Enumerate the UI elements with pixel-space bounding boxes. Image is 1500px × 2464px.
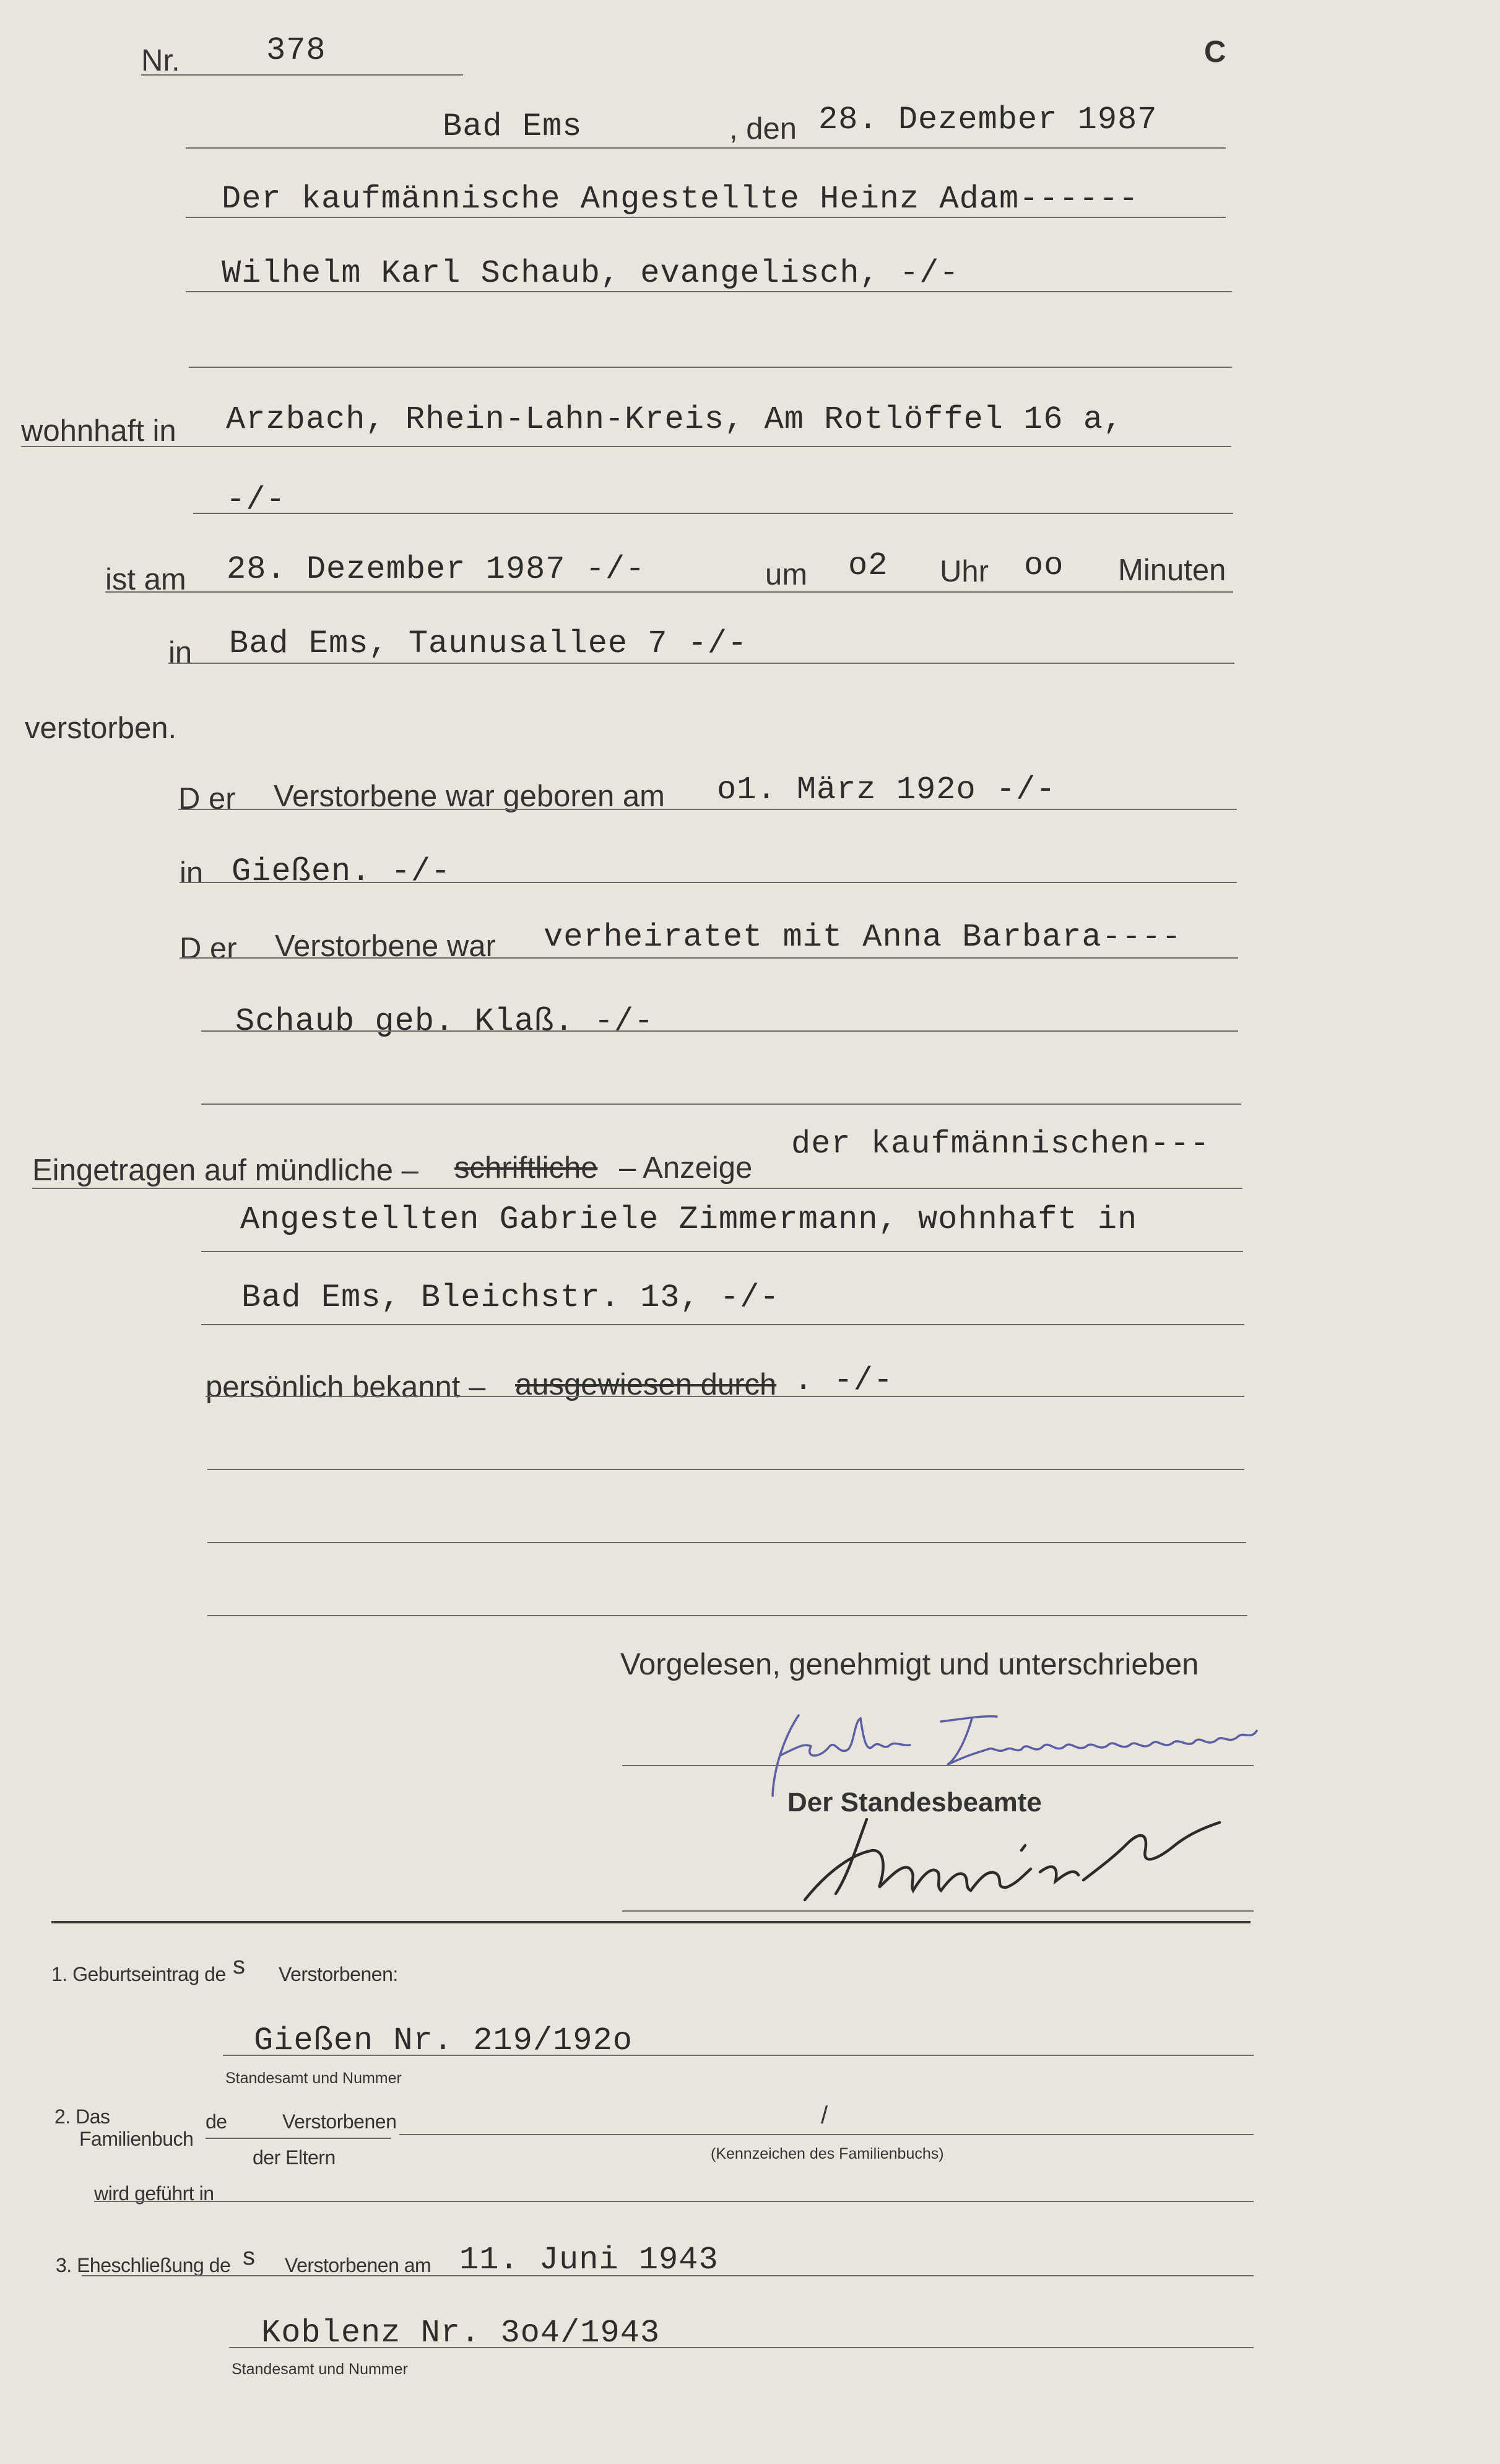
birth-prefix-label: D er — [178, 782, 236, 816]
annotation-1-value: Gießen Nr. 219/192o — [254, 2022, 633, 2059]
registrar-signature — [792, 1807, 1238, 1912]
underline — [201, 1030, 1238, 1032]
annotation-1-label-2: Verstorbenen: — [279, 1963, 398, 1985]
underline — [207, 1542, 1246, 1543]
annotation-3-date: 11. Juni 1943 — [459, 2242, 719, 2278]
informant-label-struck: schriftliche — [454, 1151, 598, 1185]
underline — [180, 882, 1237, 883]
informant-label-1: Eingetragen auf mündliche – — [32, 1154, 418, 1187]
nr-underline — [141, 74, 463, 76]
annotation-2-eltern: der Eltern — [253, 2146, 336, 2169]
annotation-3-suffix: s — [243, 2243, 255, 2270]
person-name-line-2: Wilhelm Karl Schaub, evangelisch, -/- — [222, 255, 960, 292]
annotation-3-value: Koblenz Nr. 3o4/1943 — [261, 2315, 661, 2351]
death-date-label: ist am — [105, 563, 186, 596]
underline — [105, 591, 1233, 593]
marital-line-1: verheiratet mit Anna Barbara---- — [544, 919, 1182, 956]
death-date-value: 28. Dezember 1987 -/- — [227, 551, 646, 588]
informant-label-2: – Anzeige — [619, 1151, 753, 1185]
register-number: 378 — [266, 32, 326, 69]
informant-line-2: Angestellten Gabriele Zimmermann, wohnhaft in — [240, 1201, 1138, 1238]
death-minutes-value: oo — [1024, 547, 1064, 584]
underline — [207, 1615, 1247, 1616]
death-uhr-label: Uhr — [940, 555, 989, 588]
known-struck: ausgewiesen durch — [515, 1368, 777, 1401]
corner-letter: C — [1204, 35, 1226, 69]
underline — [94, 2201, 1254, 2202]
annotation-2-verstorbenen: Verstorbenen — [282, 2110, 397, 2133]
birth-label: Verstorbene war geboren am — [274, 780, 665, 813]
read-approved-label: Vorgelesen, genehmigt und unterschrieben — [620, 1648, 1199, 1681]
annotation-2-slash: / — [821, 2102, 828, 2129]
underline — [168, 663, 1234, 664]
death-place-value: Bad Ems, Taunusallee 7 -/- — [229, 625, 748, 662]
underline — [186, 291, 1232, 292]
signature-line-informant — [622, 1765, 1254, 1766]
birth-date-value: o1. März 192o -/- — [717, 772, 1056, 808]
annotation-1-suffix: s — [233, 1952, 245, 1979]
verstorben-label: verstorben. — [25, 712, 177, 745]
annotation-2-wird: wird geführt in — [94, 2182, 214, 2205]
underline — [201, 1324, 1244, 1325]
underline — [82, 2275, 1254, 2276]
date-value: 28. Dezember 1987 — [818, 102, 1158, 138]
underline — [178, 809, 1237, 810]
place-date-underline — [186, 147, 1226, 149]
residence-line-1: Arzbach, Rhein-Lahn-Kreis, Am Rotlöffel 16 a, — [226, 401, 1124, 438]
underline — [201, 1104, 1241, 1105]
underline — [189, 367, 1232, 368]
marital-line-2: Schaub geb. Klaß. -/- — [235, 1003, 654, 1040]
informant-line-1: der kaufmännischen--- — [791, 1126, 1210, 1162]
den-label: , den — [729, 112, 797, 146]
residence-line-2: -/- — [226, 482, 286, 518]
underline — [206, 2138, 391, 2139]
annotation-3-label-2: Verstorbenen am — [285, 2254, 431, 2276]
known-label: persönlich bekannt – — [206, 1370, 486, 1404]
annotation-1-sub: Standesamt und Nummer — [225, 2070, 402, 2087]
informant-line-3: Bad Ems, Bleichstr. 13, -/- — [241, 1279, 780, 1316]
place-value: Bad Ems — [443, 108, 583, 145]
annotation-2-sub: (Kennzeichen des Familienbuchs) — [711, 2145, 944, 2162]
signature-line-registrar — [622, 1910, 1254, 1912]
annotation-2-de: de — [206, 2110, 227, 2133]
annotation-3-sub: Standesamt und Nummer — [232, 2361, 408, 2378]
underline — [207, 1469, 1244, 1470]
underline — [186, 217, 1226, 218]
underline — [180, 957, 1238, 959]
underline — [201, 1251, 1243, 1252]
annotation-2-label: Familienbuch — [79, 2128, 194, 2150]
birth-place-label: in — [180, 856, 204, 890]
underline — [206, 1396, 1244, 1397]
underline — [21, 446, 1231, 447]
underline — [32, 1188, 1242, 1189]
underline — [193, 513, 1233, 514]
annotation-2-num: 2. Das — [54, 2105, 110, 2128]
death-minuten-label: Minuten — [1118, 554, 1226, 587]
marital-prefix-label: D er — [180, 932, 237, 965]
annotation-3-label: 3. Eheschließung de — [56, 2254, 231, 2276]
birth-place-value: Gießen. -/- — [232, 853, 451, 890]
death-um-label: um — [765, 558, 808, 591]
person-name-line-1: Der kaufmännische Angestellte Heinz Adam------ — [222, 181, 1139, 217]
underline — [223, 2055, 1254, 2056]
death-hour-value: o2 — [848, 547, 888, 584]
death-place-label: in — [168, 636, 193, 669]
registrar-label: Der Standesbeamte — [787, 1787, 1042, 1818]
marital-label: Verstorbene war — [275, 929, 496, 963]
underline — [229, 2347, 1254, 2348]
nr-label: Nr. — [141, 44, 180, 77]
residence-label: wohnhaft in — [21, 414, 176, 448]
known-value: . -/- — [794, 1362, 894, 1399]
section-divider — [51, 1921, 1251, 1923]
underline — [399, 2134, 1254, 2135]
annotation-1-label: 1. Geburtseintrag de — [51, 1963, 226, 1985]
